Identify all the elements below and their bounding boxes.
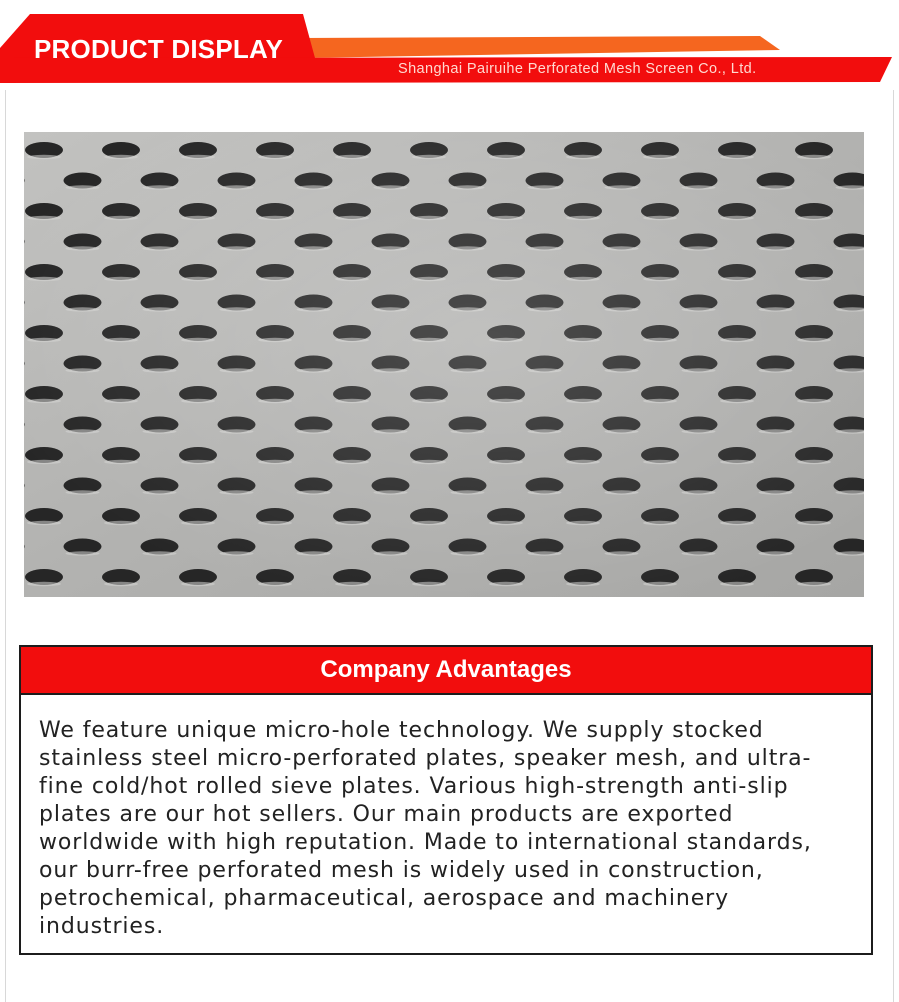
company-advantages-panel <box>19 645 873 955</box>
product-image <box>24 132 864 597</box>
left-divider <box>5 90 6 1002</box>
product-display-banner <box>0 0 899 95</box>
advantages-header <box>21 647 871 695</box>
perforated-sheet-image <box>24 132 864 597</box>
right-divider <box>893 90 894 1002</box>
advantages-title: Company Advantages <box>320 656 572 683</box>
banner-subtitle: Shanghai Pairuihe Perforated Mesh Screen Co., Ltd. <box>398 61 757 77</box>
plate-shine <box>24 132 864 597</box>
advantages-body-text: We feature unique micro-hole technology. We supply stocked stainless steel micro-perforated plates, speaker mesh, and ultra-fine cold/hot rolled sieve plates. Various high-strength anti-slip plates are our hot sellers. Our main products are exported worldwide with high reputation. Made to international standards, our burr-free perforated mesh is widely used in construction, petrochemical, pharmaceutical, aerospace and machinery industries. <box>39 718 812 939</box>
banner-title: PRODUCT DISPLAY <box>34 34 284 64</box>
banner-orange-ribbon <box>300 36 780 58</box>
